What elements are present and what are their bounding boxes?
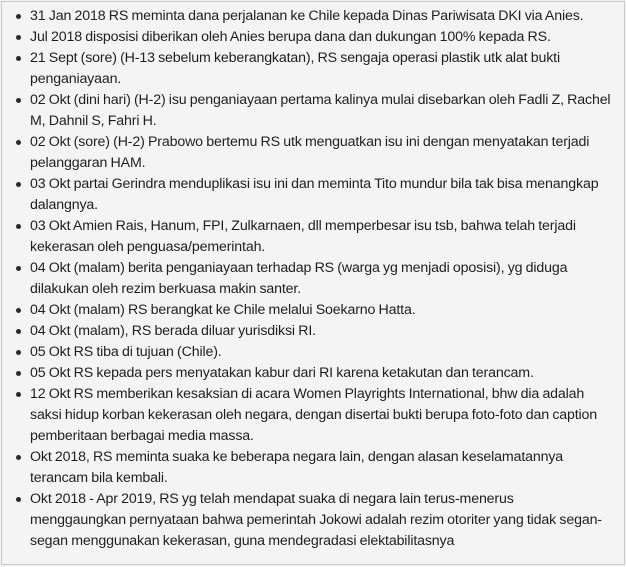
bullet-icon	[16, 140, 21, 145]
timeline-item	[16, 363, 612, 384]
timeline-item-text: 04 Okt (malam) berita penganiayaan terhadap RS (warga yg menjadi oposisi), yg diduga dilakukan oleh rezim berkuasa makin santer.	[30, 260, 568, 297]
timeline-item-text: 04 Okt (malam) RS berangkat ke Chile melalui Soekarno Hatta.	[30, 302, 416, 318]
timeline-list	[2, 2, 624, 552]
timeline-item	[16, 300, 612, 321]
bullet-icon	[16, 98, 21, 103]
timeline-item-text: 12 Okt RS memberikan kesaksian di acara Women Playrights International, bhw dia adalah saksi hidup korban kekerasan oleh negara, dengan disertai bukti berupa foto-foto dan caption pemberitaan berbagai media massa.	[30, 386, 598, 444]
timeline-item-text: 03 Okt Amien Rais, Hanum, FPI, Zulkarnaen, dll memperbesar isu tsb, bahwa telah terjadi kekerasan oleh penguasa/pemerintah.	[30, 218, 576, 255]
timeline-item	[16, 321, 612, 342]
bullet-icon	[16, 497, 21, 502]
document-panel	[1, 1, 625, 565]
timeline-item-text: Okt 2018, RS meminta suaka ke beberapa negara lain, dengan alasan keselamatannya terancam bila kembali.	[30, 449, 564, 486]
bullet-icon	[16, 392, 21, 397]
timeline-item-text: 05 Okt RS tiba di tujuan (Chile).	[30, 344, 222, 360]
timeline-item-text: 31 Jan 2018 RS meminta dana perjalanan ke Chile kepada Dinas Pariwisata DKI via Anies.	[30, 8, 584, 24]
timeline-item-text: 04 Okt (malam), RS berada diluar yurisdiksi RI.	[30, 323, 316, 339]
timeline-item-text: 02 Okt (sore) (H-2) Prabowo bertemu RS utk menguatkan isu ini dengan menyatakan terjadi pelanggaran HAM.	[30, 134, 590, 171]
bullet-icon	[16, 224, 21, 229]
bullet-icon	[16, 308, 21, 313]
bullet-icon	[16, 56, 21, 61]
timeline-item	[16, 216, 612, 258]
timeline-item	[16, 489, 612, 552]
timeline-item	[16, 342, 612, 363]
timeline-item-text: Jul 2018 disposisi diberikan oleh Anies berupa dana dan dukungan 100% kepada RS.	[30, 29, 551, 45]
bullet-icon	[16, 35, 21, 40]
bullet-icon	[16, 350, 21, 355]
timeline-item	[16, 258, 612, 300]
timeline-item	[16, 384, 612, 447]
bullet-icon	[16, 182, 21, 187]
timeline-item	[16, 48, 612, 90]
timeline-item-text: 21 Sept (sore) (H-13 sebelum keberangkatan), RS sengaja operasi plastik utk alat bukti penganiayaan.	[30, 50, 560, 87]
timeline-item-text: 05 Okt RS kepada pers menyatakan kabur dari RI karena ketakutan dan terancam.	[30, 365, 534, 381]
timeline-item	[16, 90, 612, 132]
timeline-item-text: 03 Okt partai Gerindra menduplikasi isu ini dan meminta Tito mundur bila tak bisa menangkap dalangnya.	[30, 176, 599, 213]
timeline-item-text: Okt 2018 - Apr 2019, RS yg telah mendapat suaka di negara lain terus-menerus menggaungkan pernyataan bahwa pemerintah Jokowi adalah rezim otoriter yang tidak segan-segan menggunakan kekerasan, guna mendegradasi elektabilitasnya	[30, 491, 602, 549]
bullet-icon	[16, 266, 21, 271]
timeline-item-text: 02 Okt (dini hari) (H-2) isu penganiayaan pertama kalinya mulai disebarkan oleh Fadli Z, Rachel M, Dahnil S, Fahri H.	[30, 92, 611, 129]
timeline-item	[16, 132, 612, 174]
timeline-item	[16, 447, 612, 489]
bullet-icon	[16, 455, 21, 460]
timeline-item	[16, 6, 612, 27]
bullet-icon	[16, 371, 21, 376]
timeline-item	[16, 27, 612, 48]
bullet-icon	[16, 329, 21, 334]
timeline-item	[16, 174, 612, 216]
bullet-icon	[16, 14, 21, 19]
